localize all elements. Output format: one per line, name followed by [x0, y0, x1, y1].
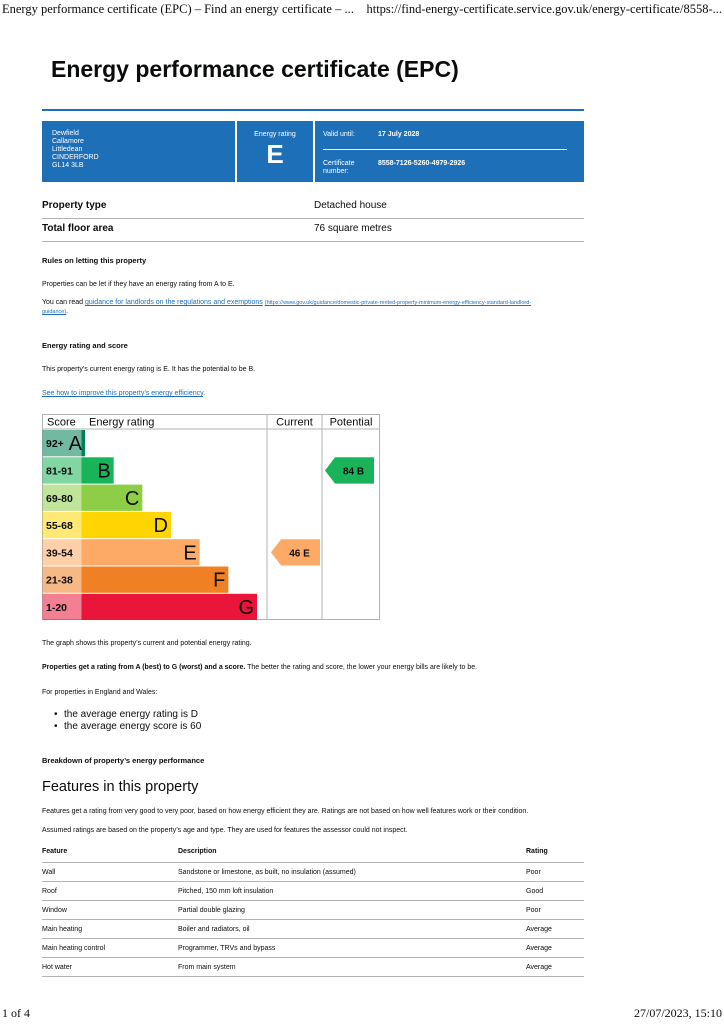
landlord-guidance-link[interactable]: guidance for landlords on the regulations and exemptions	[84, 299, 263, 306]
address-line: Dewfield	[52, 130, 79, 137]
certificate-label-line: number:	[323, 168, 349, 175]
average-rating-list	[52, 709, 201, 733]
rating-scale-rest: The better the rating and score, the lower your energy bills are likely to be.	[245, 664, 478, 671]
rating-cell: Average	[526, 920, 584, 939]
certificate-label-line: Certificate	[323, 160, 355, 167]
description-cell: Pitched, 150 mm loft insulation	[178, 882, 526, 901]
description-cell: From main system	[178, 958, 526, 977]
features-heading: Features in this property	[42, 779, 199, 795]
list-item: • the average energy rating is D	[52, 709, 201, 721]
energy-rating-heading: Energy rating and score	[42, 341, 128, 350]
column-header: Description	[178, 848, 526, 863]
chart-header-energy-rating: Energy rating	[89, 416, 155, 429]
table-row	[42, 939, 584, 958]
floor-area-value: 76 square metres	[314, 223, 392, 234]
property-type-row	[42, 196, 584, 219]
address-line: CINDERFORD	[52, 154, 99, 161]
band-bar-g	[82, 594, 258, 620]
table-row	[42, 863, 584, 882]
band-bar-a	[82, 430, 86, 456]
landlord-guidance-url[interactable]: (https://www.gov.uk/guidance/domestic-private-rented-property-minimum-energy-efficiency-standard-landlord-	[264, 300, 532, 306]
description-cell: Partial double glazing	[178, 901, 526, 920]
potential-rating-label: 84 B	[342, 466, 365, 478]
rules-guidance-paragraph	[42, 299, 531, 306]
feature-cell: Main heating control	[42, 939, 178, 958]
punctuation: .	[203, 390, 206, 397]
energy-rating-letter: E	[266, 139, 284, 169]
column-header: Feature	[42, 848, 178, 863]
rating-scale-bold: Properties get a rating from A (best) to G (worst) and a score.	[42, 664, 246, 671]
landlord-guidance-url-cont[interactable]: guidance)	[42, 309, 67, 315]
print-datetime: 27/07/2023, 15:10	[633, 1006, 722, 1020]
band-bar-e	[82, 539, 200, 565]
chart-header-score: Score	[47, 416, 76, 429]
band-letter-g: G	[238, 596, 254, 619]
improve-efficiency-paragraph	[42, 390, 205, 397]
summary-divider	[323, 149, 567, 150]
features-table	[42, 848, 584, 977]
energy-rating-chart	[42, 414, 380, 620]
band-letter-a: A	[68, 433, 82, 456]
valid-until-value: 17 July 2028	[378, 131, 420, 138]
chart-header-potential: Potential	[329, 416, 373, 429]
feature-cell: Window	[42, 901, 178, 920]
band-score-range: 1-20	[46, 601, 68, 614]
print-header	[0, 0, 724, 20]
table-row	[42, 882, 584, 901]
address-line: Littledean	[52, 146, 83, 153]
page-count: 1 of 4	[2, 1006, 30, 1020]
property-type-value: Detached house	[314, 200, 387, 211]
band-score-range: 39-54	[46, 547, 73, 560]
feature-cell: Hot water	[42, 958, 178, 977]
address	[52, 130, 99, 170]
band-letter-d: D	[153, 515, 168, 538]
address-line: Callamore	[52, 138, 84, 145]
band-letter-c: C	[124, 487, 140, 510]
rules-guidance-prefix: You can read	[42, 299, 85, 306]
band-score-range: 81-91	[46, 465, 73, 478]
feature-cell: Roof	[42, 882, 178, 901]
table-row	[42, 958, 584, 977]
page-title: Energy performance certificate (EPC)	[51, 56, 459, 82]
rating-cell: Average	[526, 939, 584, 958]
energy-rating-paragraph: This property’s current energy rating is E. It has the potential to be B.	[42, 366, 256, 373]
page-title-header: Energy performance certificate (EPC) – Find an energy certificate – ...	[2, 2, 354, 16]
table-header-row	[42, 848, 584, 863]
table-row	[42, 901, 584, 920]
chart-header-current: Current	[276, 416, 313, 429]
summary-box	[42, 121, 584, 182]
address-line: GL14 3LB	[52, 162, 84, 169]
breakdown-heading: Breakdown of property’s energy performance	[42, 756, 205, 765]
floor-area-row	[42, 219, 584, 242]
rating-cell: Poor	[526, 901, 584, 920]
band-score-range: 55-68	[46, 520, 73, 533]
band-score-range: 69-80	[46, 492, 73, 505]
punctuation: .	[66, 308, 69, 315]
rules-guidance-paragraph-cont	[42, 308, 68, 315]
certificate-number-label	[323, 160, 355, 176]
features-paragraph: Features get a rating from very good to very poor, based on how energy efficient they are. Ratings are not based on how well features work or their condition.	[42, 808, 529, 815]
summary-separator	[313, 121, 315, 182]
rules-paragraph: Properties can be let if they have an energy rating from A to E.	[42, 281, 235, 288]
current-rating-label: 46 E	[289, 548, 310, 560]
band-letter-b: B	[97, 460, 111, 483]
band-score-range: 92+	[46, 438, 64, 451]
england-wales-note: For properties in England and Wales:	[42, 689, 158, 696]
valid-until-label: Valid until:	[323, 131, 355, 138]
rating-cell: Good	[526, 882, 584, 901]
description-cell: Sandstone or limestone, as built, no insulation (assumed)	[178, 863, 526, 882]
certificate-number-value: 8558-7126-5260-4979-2926	[378, 160, 466, 167]
improve-efficiency-link[interactable]: See how to improve this property’s energy efficiency	[42, 390, 204, 397]
description-cell: Boiler and radiators, oil	[178, 920, 526, 939]
energy-rating-label: Energy rating	[254, 131, 296, 138]
list-item: • the average energy score is 60	[52, 721, 201, 733]
description-cell: Programmer, TRVs and bypass	[178, 939, 526, 958]
print-footer	[0, 1004, 724, 1024]
title-divider	[42, 109, 584, 111]
floor-area-label: Total floor area	[42, 223, 114, 234]
band-bar-f	[82, 567, 229, 593]
column-header: Rating	[526, 848, 584, 863]
graph-note: The graph shows this property’s current and potential energy rating.	[42, 640, 252, 647]
rating-cell: Average	[526, 958, 584, 977]
feature-cell: Wall	[42, 863, 178, 882]
rules-heading: Rules on letting this property	[42, 256, 147, 265]
band-letter-f: F	[213, 569, 226, 592]
rating-cell: Poor	[526, 863, 584, 882]
rating-scale-paragraph	[42, 664, 477, 671]
band-score-range: 21-38	[46, 574, 73, 587]
page-url: https://find-energy-certificate.service.gov.uk/energy-certificate/8558-...	[366, 2, 722, 16]
assumed-ratings-paragraph: Assumed ratings are based on the property’s age and type. They are used for features the assessor could not inspect.	[42, 827, 408, 834]
band-letter-e: E	[183, 542, 197, 565]
feature-cell: Main heating	[42, 920, 178, 939]
table-row	[42, 920, 584, 939]
property-type-label: Property type	[42, 200, 107, 211]
